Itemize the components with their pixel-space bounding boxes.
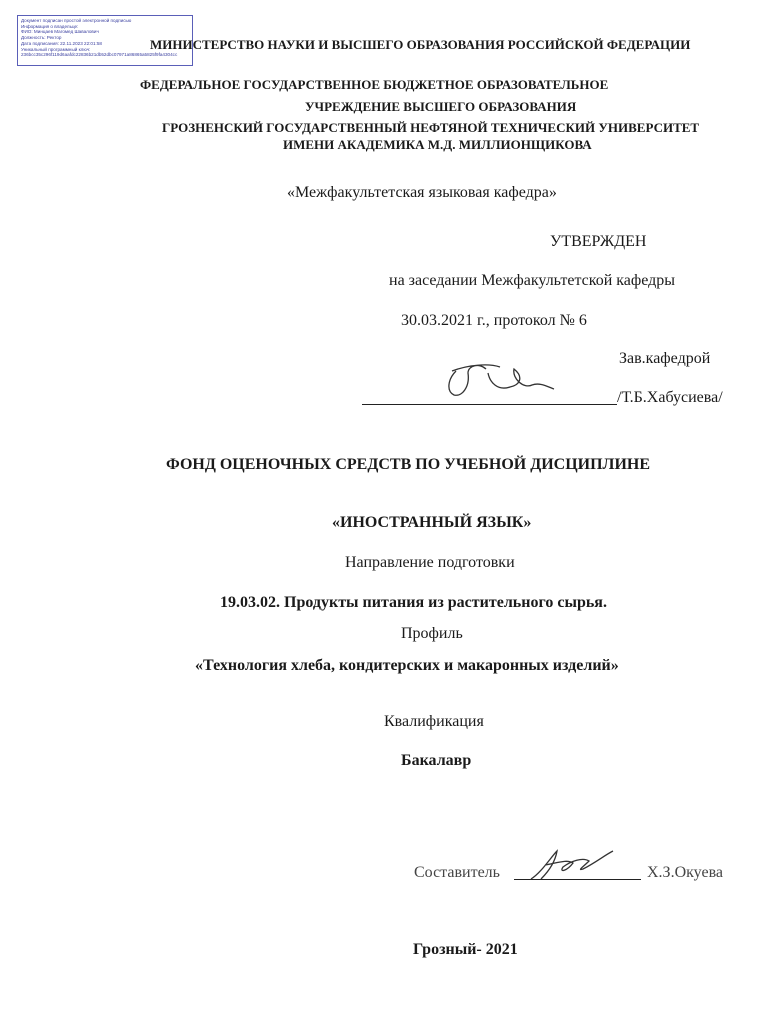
stamp-line: Дата подписания: 22.11.2023 22:01:58 xyxy=(21,40,102,46)
profile-value: «Технология хлеба, кондитерских и макаронных изделий» xyxy=(195,657,619,674)
protocol-text: 30.03.2021 г., протокол № 6 xyxy=(401,312,587,329)
direction-value: 19.03.02. Продукты питания из растительного сырья. xyxy=(220,594,607,611)
meeting-text: на заседании Межфакультетской кафедры xyxy=(389,272,676,289)
discipline-title: «ИНОСТРАННЫЙ ЯЗЫК» xyxy=(332,514,532,531)
stamp-line: Документ подписан простой электронной подписью xyxy=(21,18,132,23)
direction-label: Направление подготовки xyxy=(345,554,515,571)
city-year: Грозный- 2021 xyxy=(413,941,518,958)
qualification-value: Бакалавр xyxy=(401,752,472,769)
compiler-name: Х.З.Окуева xyxy=(647,864,724,881)
institution-line-1: ФЕДЕРАЛЬНОЕ ГОСУДАРСТВЕННОЕ БЮДЖЕТНОЕ ОБРАЗОВАТЕЛЬНОЕ xyxy=(140,77,609,92)
approved-label: УТВЕРЖДЕН xyxy=(550,233,647,250)
head-name: /Т.Б.Хабусиева/ xyxy=(617,389,723,406)
stamp-line: Должность: Ректор xyxy=(21,35,62,41)
stamp-line: Уникальный программный ключ: xyxy=(21,46,91,52)
institution-line-2: УЧРЕЖДЕНИЕ ВЫСШЕГО ОБРАЗОВАНИЯ xyxy=(305,99,577,114)
signature-line xyxy=(362,404,617,405)
stamp-line: ФИО: Минцаев Магомед Шавалович xyxy=(21,29,99,35)
university-name: ГРОЗНЕНСКИЙ ГОСУДАРСТВЕННЫЙ НЕФТЯНОЙ ТЕХНИЧЕСКИЙ УНИВЕРСИТЕТ xyxy=(162,120,700,135)
stamp-line: Информация о владельце: xyxy=(21,23,79,29)
university-name-2: ИМЕНИ АКАДЕМИКА М.Д. МИЛЛИОНЩИКОВА xyxy=(283,137,592,152)
compiler-label: Составитель xyxy=(414,864,500,881)
head-signature xyxy=(428,357,568,402)
ministry-heading: МИНИСТЕРСТВО НАУКИ И ВЫСШЕГО ОБРАЗОВАНИЯ РОССИЙСКОЙ ФЕДЕРАЦИИ xyxy=(150,37,691,52)
head-position: Зав.кафедрой xyxy=(619,350,711,367)
profile-label: Профиль xyxy=(401,625,463,642)
stamp-line: 236bcc35c296f119d6aafdc22836b21db52dbc07971a86865a5825f9fa4304cc xyxy=(21,52,178,58)
document-title: ФОНД ОЦЕНОЧНЫХ СРЕДСТВ ПО УЧЕБНОЙ ДИСЦИПЛИНЕ xyxy=(166,456,651,473)
qualification-label: Квалификация xyxy=(384,713,484,730)
compiler-signature-line xyxy=(514,879,641,880)
department-name: «Межфакультетская языковая кафедра» xyxy=(287,184,557,201)
